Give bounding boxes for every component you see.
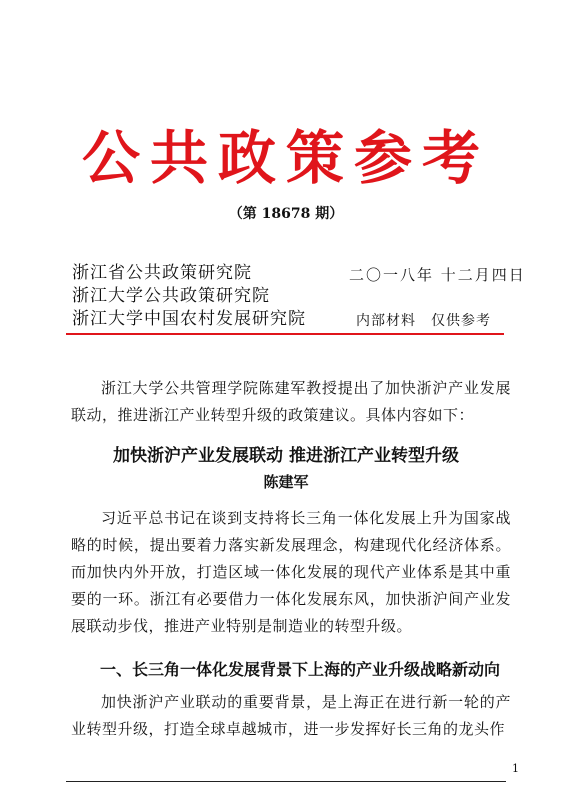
footer-divider bbox=[66, 781, 506, 782]
body-paragraph-2: 加快浙沪产业联动的重要背景，是上海正在进行新一轮的产业转型升级，打造全球卓越城市，进一步发挥好长三角的龙头作 bbox=[71, 693, 511, 738]
organization-2: 浙江大学公共政策研究院 bbox=[72, 286, 270, 306]
masthead-title: 公共政策参考 bbox=[81, 124, 490, 192]
page-number: 1 bbox=[512, 762, 519, 775]
classification-label: 内部材料 仅供参考 bbox=[356, 313, 491, 329]
issue-number: （第 18678 期） bbox=[228, 206, 344, 222]
section-heading-1: 一、长三角一体化发展背景下上海的产业升级战略新动向 bbox=[100, 660, 501, 679]
organization-3: 浙江大学中国农村发展研究院 bbox=[72, 309, 306, 329]
intro-paragraph: 浙江大学公共管理学院陈建军教授提出了加快浙沪产业发展联动，推进浙江产业转型升级的政策建议。具体内容如下： bbox=[71, 379, 511, 424]
issue-date: 二〇一八年 十二月四日 bbox=[349, 266, 526, 284]
organization-1: 浙江省公共政策研究院 bbox=[72, 263, 252, 283]
article-author: 陈建军 bbox=[263, 473, 309, 491]
body-paragraph-1: 习近平总书记在谈到支持将长三角一体化发展上升为国家战略的时候，提出要着力落实新发展理念，构建现代化经济体系。而加快内外开放，打造区域一体化发展的现代产业体系是其中重要的一环。浙江有必要借力一体化发展东风，加快浙沪间产业发展联动步伐，推进产业特别是制造业的转型升级。 bbox=[71, 509, 511, 635]
header-divider bbox=[66, 333, 504, 335]
article-title: 加快浙沪产业发展联动 推进浙江产业转型升级 bbox=[113, 446, 459, 466]
